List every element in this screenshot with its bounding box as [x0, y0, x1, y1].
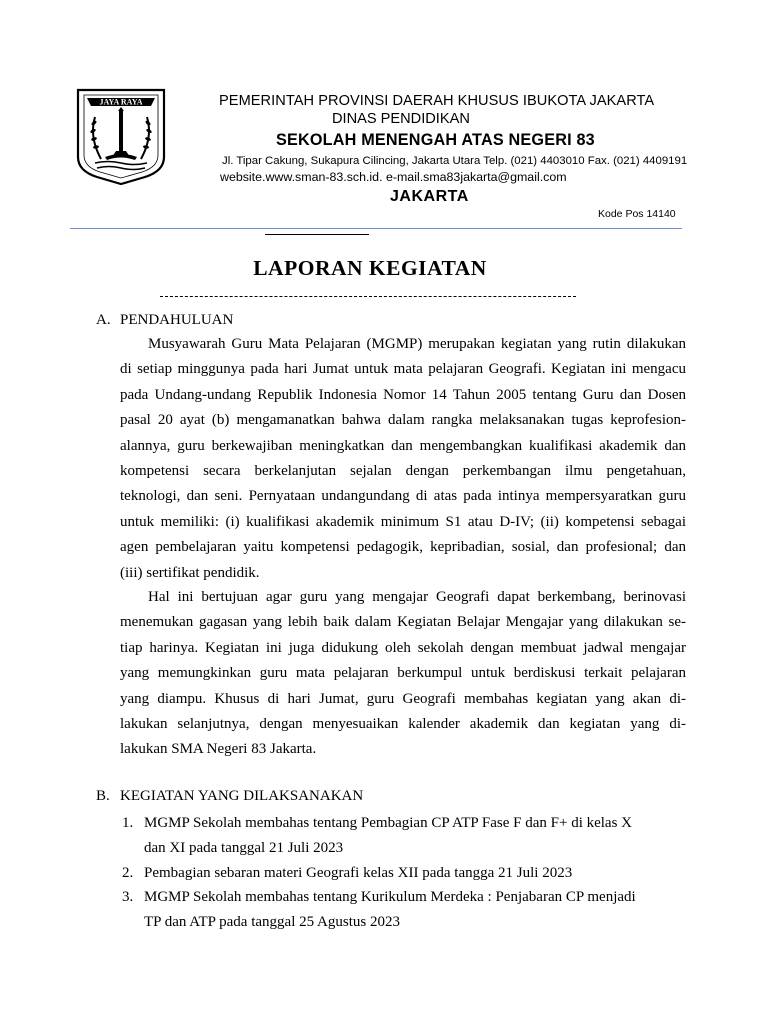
paragraph-line: pasal 20 ayat (b) mengamanatkan bahwa dalam rangka melaksanakan tugas keprofesion- [120, 412, 686, 429]
svg-text:JAYA RAYA: JAYA RAYA [99, 97, 143, 107]
paragraph-line: Musyawarah Guru Mata Pelajaran (MGMP) merupakan kegiatan yang rutin dilakukan [148, 336, 686, 352]
list-item-number: 2. [122, 865, 134, 881]
jakarta-crest-logo [75, 87, 167, 185]
list-item-text: TP dan ATP pada tanggal 25 Agustus 2023 [144, 914, 400, 930]
section-heading-a [96, 312, 233, 329]
section-letter: A. [96, 312, 111, 328]
list-item-number: 3. [122, 889, 134, 905]
section-heading-b [96, 788, 363, 805]
school-address: Jl. Tipar Cakung, Sukapura Cilincing, Jakarta Utara Telp. (021) 4403010 Fax. (021) 4409191 [222, 155, 688, 167]
paragraph-line: tiap harinya. Kegiatan ini juga didukung oleh sekolah dengan membuat jadwal mengajar [120, 639, 686, 656]
school-name: SEKOLAH MENENGAH ATAS NEGERI 83 [276, 131, 595, 149]
paragraph-line: di setiap minggunya pada hari Jumat untuk mata pelajaran Geografi. Kegiatan ini mengacu [120, 361, 686, 378]
list-item-text: Pembagian sebaran materi Geografi kelas XII pada tangga 21 Juli 2023 [144, 865, 573, 881]
school-city: JAKARTA [390, 188, 469, 205]
paragraph-line: alannya, guru berkewajiban meningkatkan dan mengembangkan kualifikasi akademik dan [120, 437, 686, 454]
list-item-number: 1. [122, 815, 134, 831]
list-item-text: MGMP Sekolah membahas tentang Kurikulum Merdeka : Penjabaran CP menjadi [144, 889, 636, 905]
list-item-text: MGMP Sekolah membahas tentang Pembagian CP ATP Fase F dan F+ di kelas X [144, 815, 633, 831]
section-letter: B. [96, 788, 110, 804]
paragraph-line: yang diampu. Khusus di hari Jumat, guru Geografi membahas kegiatan yang akan di- [120, 690, 686, 707]
paragraph-line: lakukan selanjutnya, dengan menyesuaikan kalender akademik dan kegiatan yang di- [120, 716, 686, 732]
paragraph-line: teknologi, dan seni. Pernyataan undangundang di atas pada intinya mempersyaratkan guru [120, 488, 686, 505]
paragraph-line: Hal ini bertujuan agar guru yang mengajar Geografi dapat berkembang, berinovasi [148, 589, 686, 605]
document-title: LAPORAN KEGIATAN [253, 256, 487, 280]
short-underline [265, 234, 369, 235]
government-name: PEMERINTAH PROVINSI DAERAH KHUSUS IBUKOTA JAKARTA [219, 93, 655, 109]
paragraph-line: pada Undang-undang Republik Indonesia Nomor 14 Tahun 2005 tentang Guru dan Dosen [120, 386, 686, 403]
title-dashed-rule [160, 296, 576, 297]
postal-code: Kode Pos 14140 [598, 208, 676, 220]
section-title: KEGIATAN YANG DILAKSANAKAN [120, 788, 364, 804]
paragraph-line: yang memungkinkan guru mata pelajaran berkumpul untuk berdiskusi terkait pelajaran [120, 665, 686, 682]
paragraph-line: menemukan gagasan yang lebih baik dalam Kegiatan Belajar Mengajar yang dilakukan se- [120, 614, 686, 631]
department-name: DINAS PENDIDIKAN [332, 111, 470, 127]
section-title: PENDAHULUAN [120, 312, 234, 328]
list-item-text: dan XI pada tanggal 21 Juli 2023 [144, 840, 344, 856]
paragraph-line: lakukan SMA Negeri 83 Jakarta. [120, 741, 317, 758]
paragraph-line: kompetensi secara berkelanjutan sejalan dengan perkembangan ilmu pengetahuan, [120, 463, 686, 479]
paragraph-line: agen pembelajaran yaitu kompetensi pedagogik, kepribadian, sosial, dan profesional; dan [120, 539, 686, 556]
paragraph-line: untuk memiliki: (i) kualifikasi akademik minimum S1 atau D-IV; (ii) kompetensi sebagai [120, 513, 686, 530]
school-web-email: website.www.sman-83.sch.id. e-mail.sma83jakarta@gmail.com [220, 170, 567, 184]
paragraph-line: (iii) sertifikat pendidik. [120, 564, 260, 581]
letterhead-divider [70, 228, 682, 229]
